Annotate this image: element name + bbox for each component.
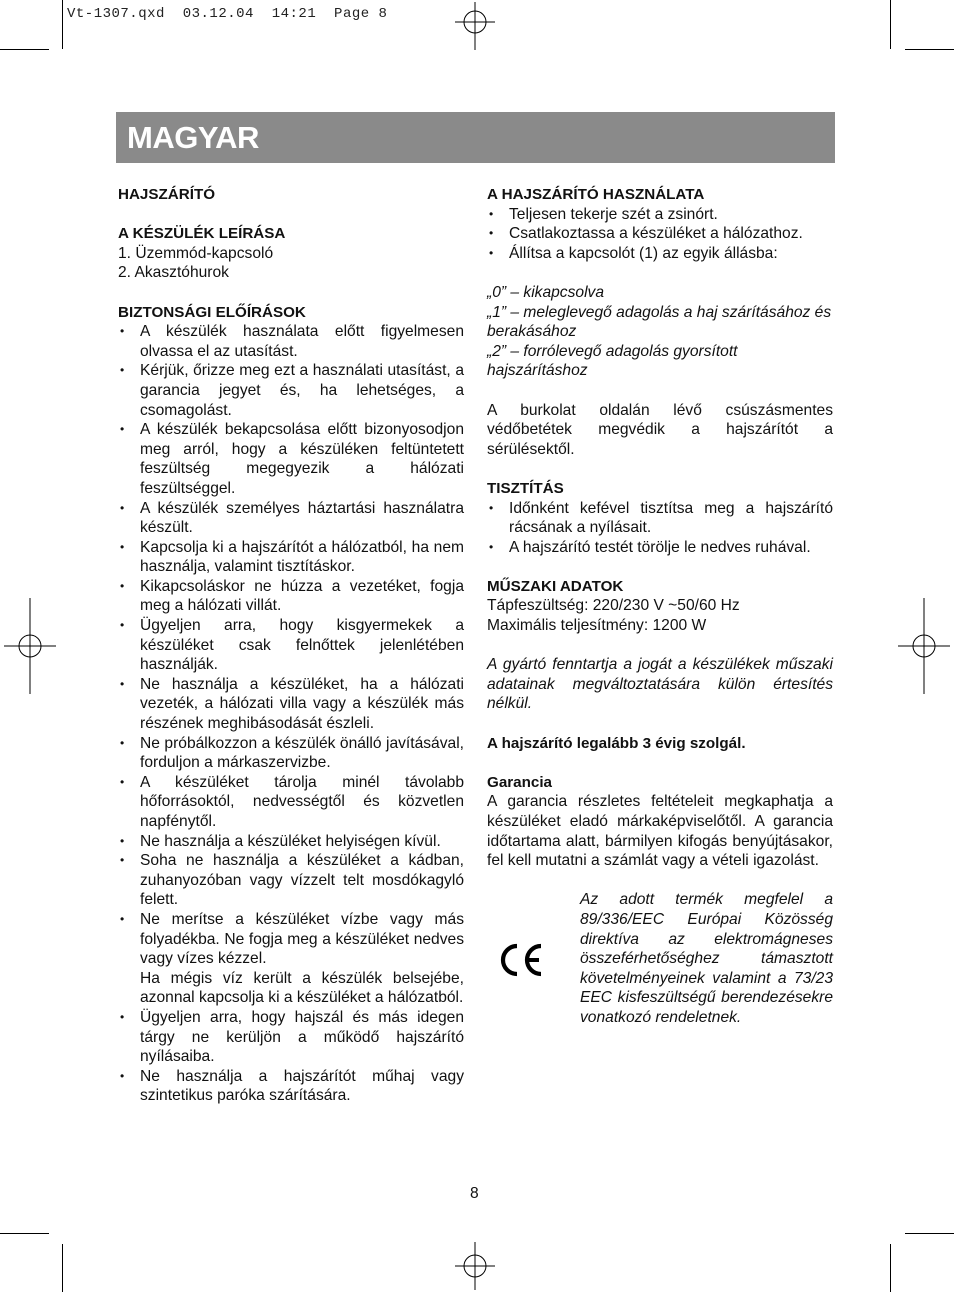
description-heading: A KÉSZÜLÉK LEÍRÁSA <box>118 225 286 243</box>
list-item: • Ne használja a készüléket, ha a hálózati vezeték, a hálózati villa vagy a készülék más részének meghibásodását észleli. <box>118 675 464 734</box>
list-item: • A hajszárító testét törölje le nedves ruhával. <box>487 538 833 558</box>
crop-mark <box>0 49 49 50</box>
list-item: • Csatlakoztassa a készüléket a hálózathoz. <box>487 224 833 244</box>
warranty-text: A garancia részletes feltételeit megkaphatja a készüléket eladó márkaképviselőtől. A garancia időtartama alatt, bármilyen kifogás benyújtásakor, fel kell mutatni a számlát vagy a vételi igazolást. <box>487 793 833 870</box>
description-list <box>118 244 464 283</box>
usage-heading: A HAJSZÁRÍTÓ HASZNÁLATA <box>487 186 705 203</box>
left-column <box>118 185 464 1106</box>
list-item: • A készülék használata előtt figyelmesen olvassa el az utasítást. <box>118 322 464 361</box>
crop-mark <box>62 0 63 49</box>
list-item: 1. Üzemmód-kapcsoló <box>118 244 274 262</box>
registration-mark-icon <box>455 1242 495 1290</box>
list-item: • A készüléket tárolja minél távolabb hőforrásoktól, nedvességtől és közvetlen napfénytől. <box>118 773 464 832</box>
list-item: • A készülék személyes háztartási használatra készült. <box>118 499 464 538</box>
safety-heading: BIZTONSÁGI ELŐÍRÁSOK <box>118 303 306 321</box>
list-item: • Kapcsolja ki a hajszárítót a hálózatból, ha nem használja, valamint tisztításkor. <box>118 538 464 577</box>
warranty-heading: Garancia <box>487 773 553 791</box>
file-slug: Vt-1307.qxd 03.12.04 14:21 Page 8 <box>67 6 388 22</box>
registration-mark-icon <box>455 2 495 50</box>
list-item: • Ügyeljen arra, hogy hajszál és más idegen tárgy ne kerüljön a működő hajszárító nyílásaiba. <box>118 1008 464 1067</box>
registration-mark-icon <box>898 598 950 694</box>
list-item: • A készülék bekapcsolása előtt bizonyosodjon meg arról, hogy a készüléken feltüntetett feszültség megegyezik a hálózati feszültséggel. <box>118 420 464 498</box>
voltage-spec: Tápfeszültség: 220/230 V ~50/60 Hz <box>487 597 740 615</box>
list-item: • Teljesen tekerje szét a zsinórt. <box>487 205 833 225</box>
right-column <box>487 185 833 1048</box>
crop-mark <box>890 1244 891 1292</box>
registration-mark-icon <box>4 598 56 694</box>
lifetime-note: A hajszárító legalább 3 évig szolgál. <box>487 734 746 752</box>
tech-heading: MŰSZAKI ADATOK <box>487 577 624 595</box>
language-header <box>116 112 835 163</box>
power-spec: Maximális teljesítmény: 1200 W <box>487 617 707 635</box>
crop-mark <box>905 49 954 50</box>
crop-mark <box>905 1233 954 1234</box>
list-item: • Ügyeljen arra, hogy kisgyermekek a készüléket csak felnőttek jelenlétében használják. <box>118 616 464 675</box>
cleaning-heading: TISZTÍTÁS <box>487 479 564 497</box>
list-item: • Állítsa a kapcsolót (1) az egyik állásba: <box>487 244 833 264</box>
ce-compliance-text: Az adott termék megfelel a 89/336/EEC Európai Közösség direktíva az elektromágneses összeférhetőséghez támasztott követelményeinek valamint a 73/23 EEC kisfeszültségű berendezésekre vonatkozó rendeletnek. <box>580 891 833 1026</box>
product-title: HAJSZÁRÍTÓ <box>118 186 216 203</box>
list-item: • Ne próbálkozzon a készülék önálló javításával, forduljon a márkaszervizbe. <box>118 734 464 773</box>
list-item: • Ne használja a hajszárítót műhaj vagy szintetikus paróka szárítására. <box>118 1067 464 1106</box>
list-item-text: Ne merítse a készüléket vízbe vagy más folyadékba. Ne fogja meg a készüléket nedves vagy vízes kézzel. <box>140 910 464 968</box>
list-item: • Soha ne használja a készüléket a kádban, zuhanyozóban vagy vízzelt telt mosdókagyló felett. <box>118 851 464 910</box>
usage-list <box>487 205 833 264</box>
mode-0: „0” – kikapcsolva <box>487 283 604 301</box>
cleaning-list <box>487 499 833 558</box>
list-item: 2. Akasztóhurok <box>118 264 229 282</box>
list-item: • Kérjük, őrizze meg ezt a használati utasítást, a garancia jegyet és, ha lehetséges, a csomagolást. <box>118 361 464 420</box>
list-item <box>118 910 464 1008</box>
list-item: • Kikapcsoláskor ne húzza a vezetéket, fogja meg a hálózati villát. <box>118 577 464 616</box>
list-item: • Ne használja a készüléket helyiségen kívül. <box>118 832 464 852</box>
safety-list <box>118 322 464 1106</box>
mode-2: „2” – forrólevegő adagolás gyorsított hajszárításhoz <box>487 342 738 380</box>
ce-section <box>487 890 833 1048</box>
crop-mark <box>62 1244 63 1292</box>
manufacturer-note: A gyártó fenntartja a jogát a készülékek műszaki adatainak megváltoztatására külön értesítés nélkül. <box>487 656 833 713</box>
crop-mark <box>0 1233 49 1234</box>
list-item-extra: Ha mégis víz került a készülék belsejébe, azonnal kapcsolja ki a készüléket a hálózatból. <box>140 969 464 1007</box>
page-number: 8 <box>470 1185 479 1202</box>
crop-mark <box>890 0 891 49</box>
cover-text: A burkolat oldalán lévő csúszásmentes védőbetétek megvédik a hajszárítót a sérülésektől. <box>487 401 833 458</box>
list-item: • Időnként kefével tisztítsa meg a hajszárító rácsának a nyílásait. <box>487 499 833 538</box>
language-title: MAGYAR <box>127 120 259 155</box>
mode-1: „1” – meleglevegő adagolás a haj szárításához és berakásához <box>487 303 832 341</box>
ce-mark-icon <box>499 942 545 978</box>
